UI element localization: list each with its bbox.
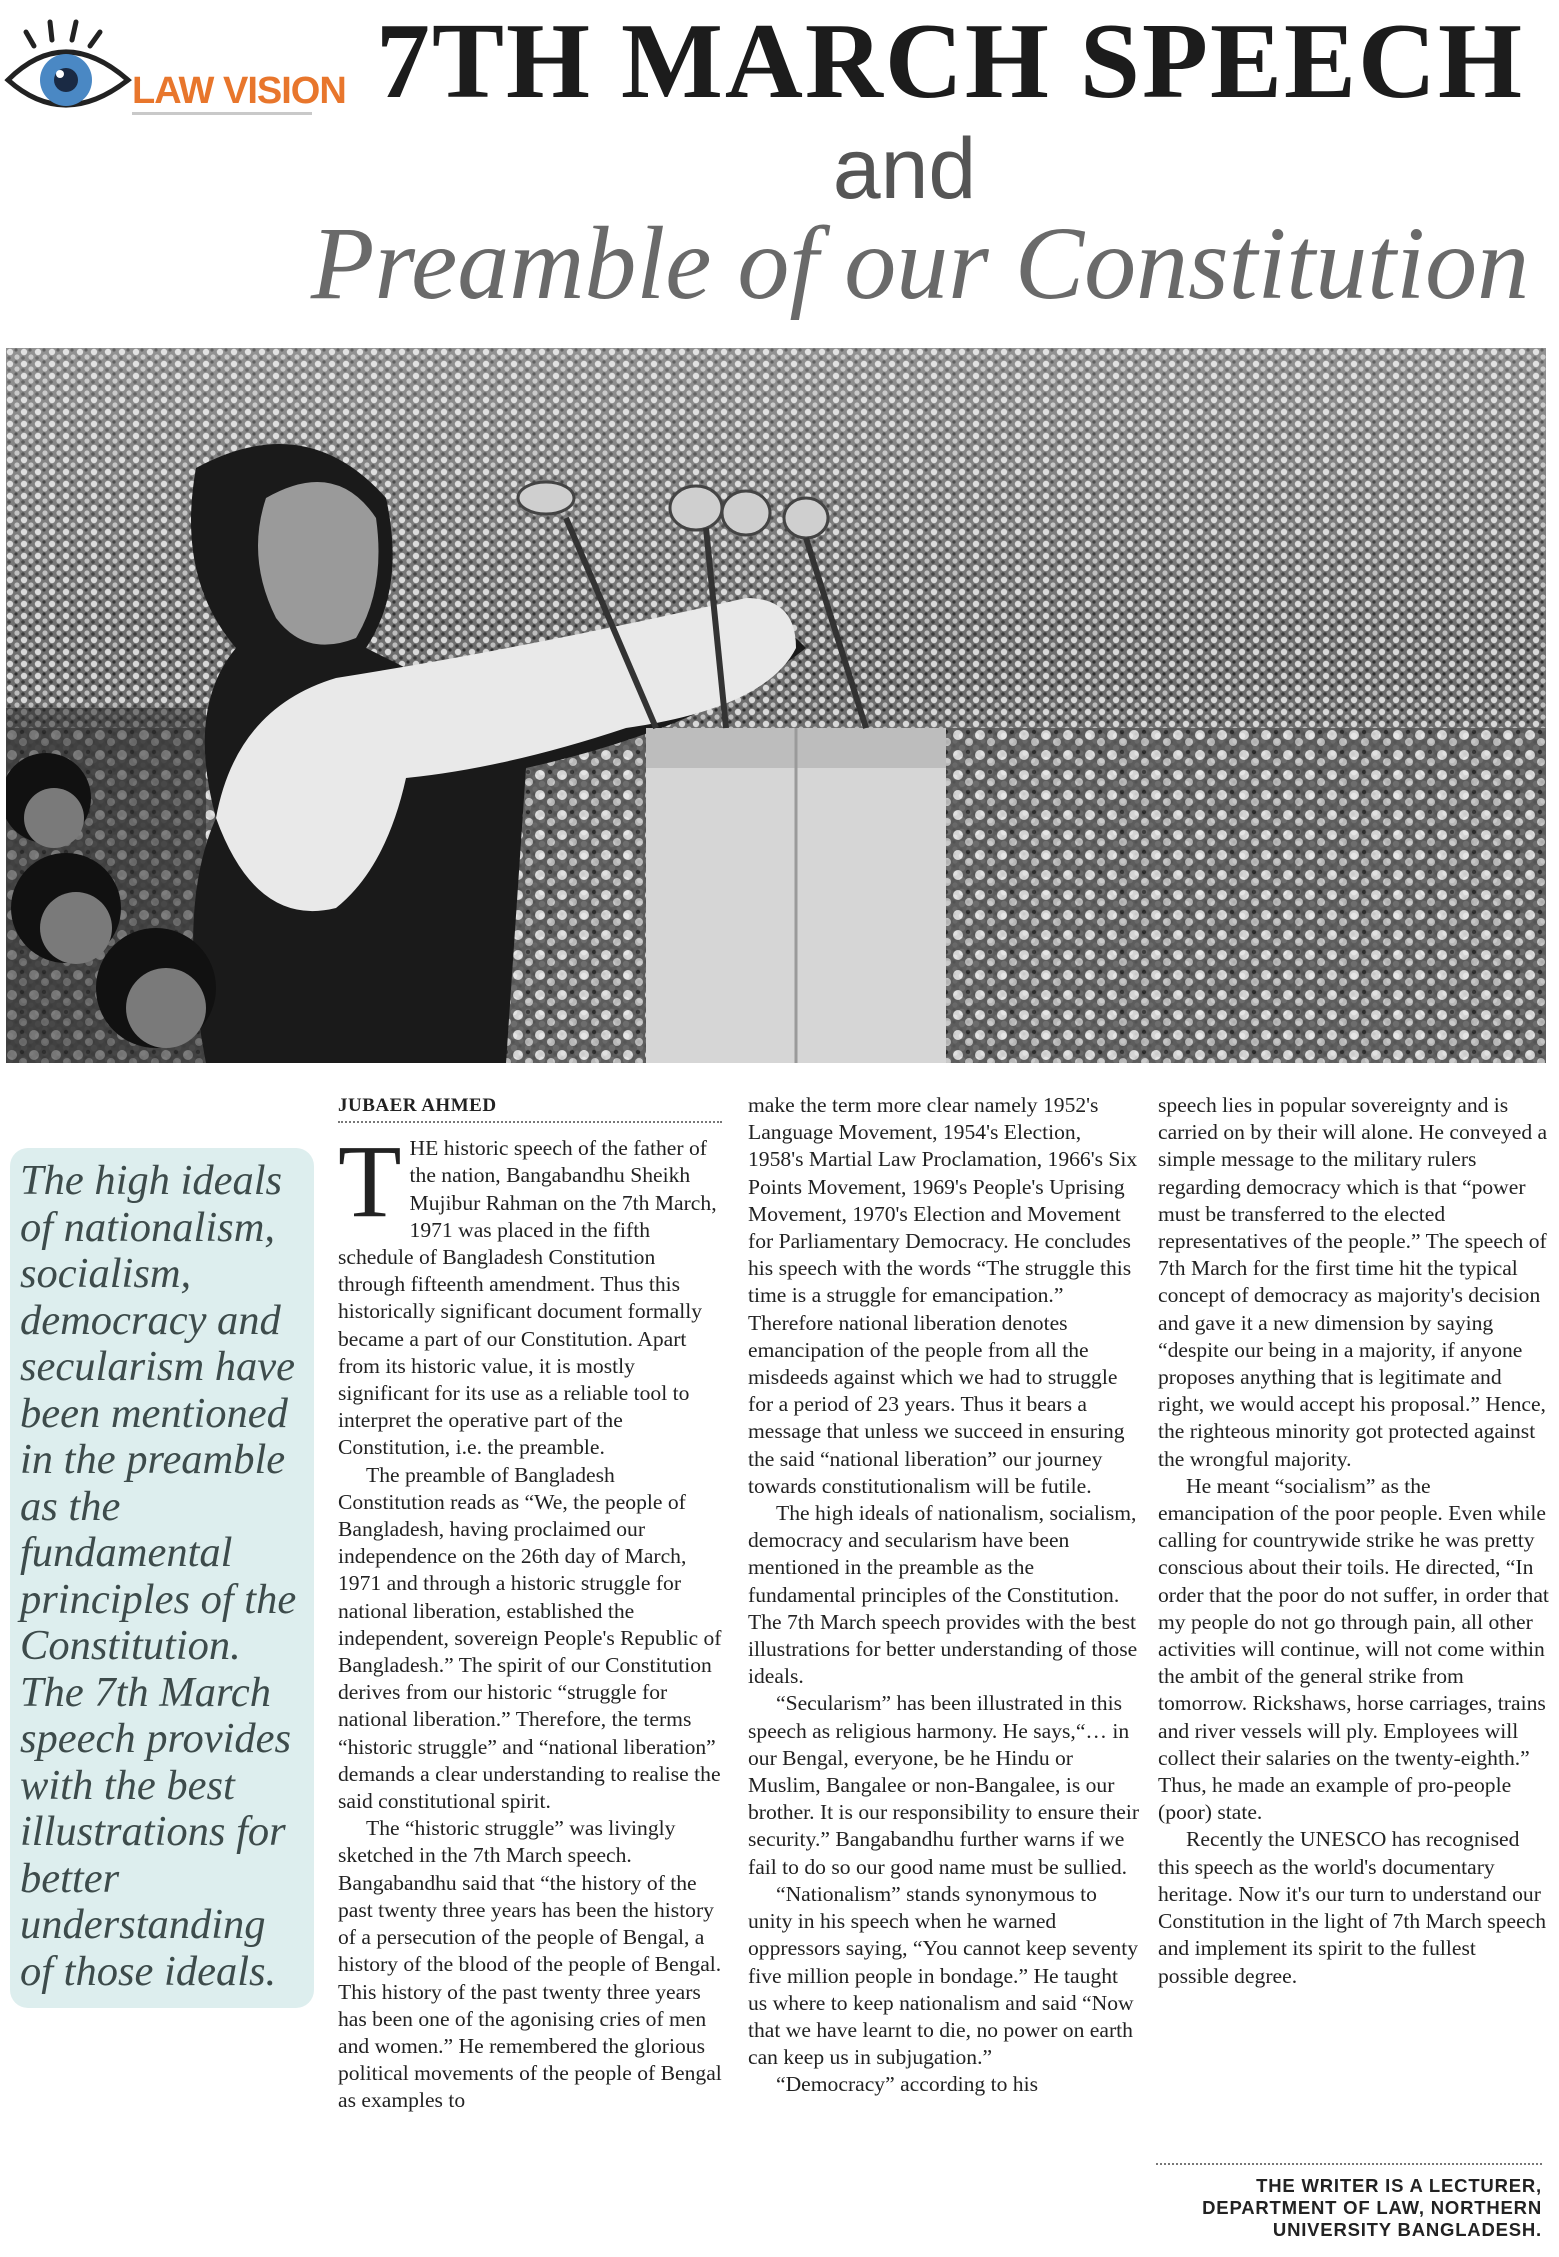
article-column-3	[1158, 1092, 1550, 1990]
writer-note: THE WRITER IS A LECTURER, DEPARTMENT OF LAW, NORTHERN UNIVERSITY BANGLADESH.	[1156, 2163, 1542, 2241]
logo-underline	[132, 112, 312, 115]
article-paragraph: “Democracy” according to his	[776, 2072, 1039, 2097]
article-column-1	[338, 1092, 722, 2115]
article-paragraph: make the term more clear namely 1952's Language Movement, 1954's Election, 1958's Martial Law Proclamation, 1966's Six Points Movement, 1969's People's Uprising Movement, 1970's Election and Movement for Parliamentary Democracy. He concludes his speech with the words “The struggle this time is a struggle for emancipation.” Therefore national liberation denotes emancipation of the people from all the misdeeds against which we had to struggle for a period of 23 years. Thus it bears a message that unless we succeed in ensuring the said “national liberation” our journey towards constitutionalism will be futile.	[748, 1093, 1138, 1498]
logo-text: LAW VISION	[132, 70, 346, 112]
byline: JUBAER AHMED	[338, 1092, 722, 1123]
article-paragraph: The preamble of Bangladesh Constitution reads as “We, the people of Bangladesh, having proclaimed our independence on the 26th day of March, 1971 and through a historic struggle for national liberation, established the independent, sovereign People's Republic of Bangladesh.” The spirit of our Constitution derives from our historic “struggle for national liberation.” Therefore, the terms “historic struggle” and “national liberation” demands a clear understanding to realise the said constitutional spirit.	[338, 1462, 722, 1814]
headline: 7TH MARCH SPEECH	[375, 2, 1525, 121]
article-paragraph: The “historic struggle” was livingly sketched in the 7th March speech. Bangabandhu said that “the history of the past twenty three years has been the history of a persecution of the people of Bengal, a history of the blood of the people of Bengal. This history of the past twenty three years has been one of the agonising cries of men and women.” He remembered the glorious political movements of the people of Bengal as examples to	[338, 1816, 722, 2113]
article-column-2	[748, 1092, 1140, 2099]
article-paragraph: “Nationalism” stands synonymous to unity in his speech when he warned oppressors saying, “You cannot keep seventy five million people in bondage.” He taught us where to keep nationalism and said “Now that we have learnt to die, no power on earth can keep us in subjugation.”	[748, 1881, 1139, 2070]
article-paragraph: The high ideals of nationalism, socialism, democracy and secularism have been mentioned in the preamble as the fundamental principles of the Constitution. The 7th March speech provides with the best illustrations for better understanding of those ideals.	[748, 1501, 1138, 1689]
speech-photo	[6, 348, 1546, 1063]
pull-quote-text: The high ideals of nationalism, socialism, democracy and secularism have been mentioned in the preamble as the fundamental principles of the Constitution. The 7th March speech provides with the best illustrations for better understanding of those ideals.	[20, 1157, 297, 1995]
drop-cap: T	[338, 1124, 402, 1240]
crowd-illustration	[6, 348, 1546, 1063]
article-paragraph: THE historic speech of the father of the nation, Bangabandhu Sheikh Mujibur Rahman on the 7th March, 1971 was placed in the fifth schedule of Bangladesh Constitution through fifteenth amendment. Thus this historically significant document formally became a part of our Constitution. Apart from its historic value, it is mostly significant for its use as a reliable tool to interpret the operative part of the Constitution, i.e. the preamble.	[338, 1124, 717, 1460]
article-paragraph: Recently the UNESCO has recognised this speech as the world's documentary heritage. Now it's our turn to understand our Constitution in the light of 7th March speech and implement its spirit to the fullest possible degree.	[1158, 1827, 1547, 1988]
article-paragraph: He meant “socialism” as the emancipation of the poor people. Even while calling for countrywide strike he was pretty conscious about their toils. He directed, “In order that the poor do not suffer, in order that my people do not go through pain, all other activities will continue, will not come within the ambit of the general strike from tomorrow. Rickshaws, horse carriages, trains and river vessels will ply. Employees will collect their salaries on the twenty-eighth.” Thus, he made an example of pro-people (poor) state.	[1158, 1473, 1549, 1825]
eye-icon	[4, 18, 144, 128]
article-paragraph: speech lies in popular sovereignty and is carried on by their will alone. He conveyed a simple message to the military rulers regarding democracy which is that “power must be transferred to the elected representatives of the people.” The speech of 7th March for the first time hit the typical concept of democracy as majority's decision and gave it a new dimension by saying “despite our being in a majority, if anyone proposes anything that is legitimate and right, we would accept his proposal.” Hence, the righteous minority got protected against the wrongful majority.	[1158, 1093, 1548, 1471]
article-paragraph: “Secularism” has been illustrated in this speech as religious harmony. He says,“… in our Bengal, everyone, be he Hindu or Muslim, Bangalee or non-Bangalee, is our brother. It is our responsibility to ensure their security.” Bangabandhu further warns if we fail to do so our good name must be sullied.	[748, 1691, 1140, 1879]
pull-quote	[10, 1148, 314, 2008]
headline-and: and	[832, 121, 977, 217]
headline-subtitle: Preamble of our Constitution	[310, 206, 1530, 321]
